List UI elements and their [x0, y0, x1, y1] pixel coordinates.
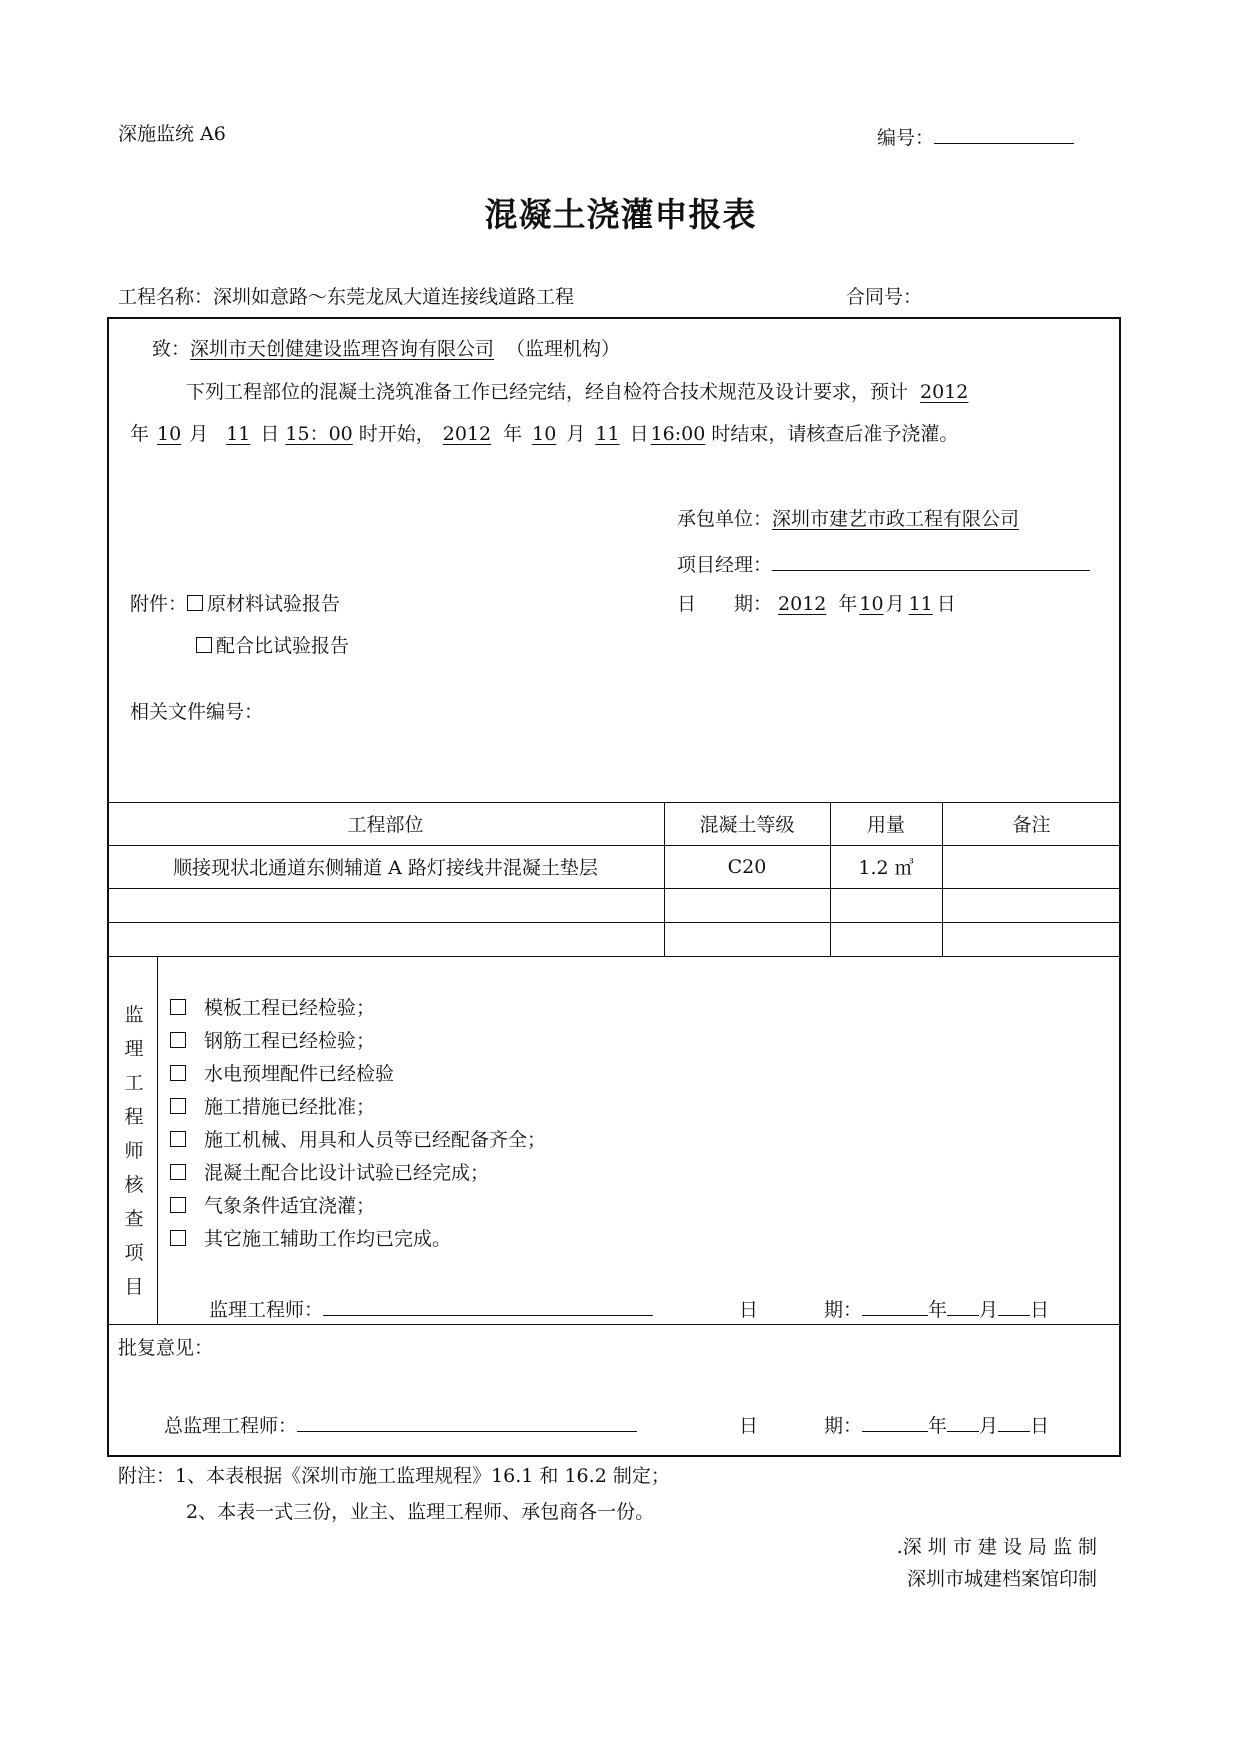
checkbox-icon[interactable]: [170, 1131, 186, 1147]
note-1: 附注：1、本表根据《深圳市施工监理规程》16.1 和 16.2 制定；: [118, 1465, 670, 1487]
addressee: 致：深圳市天创健建设监理咨询有限公司 （监理机构）: [152, 338, 621, 360]
review-bottom-line: [107, 1324, 1121, 1325]
project-name: 工程名称：深圳如意路～东莞龙凤大道连接线道路工程: [118, 286, 575, 308]
approval-date: 日 期： 年 月 日: [739, 1415, 1050, 1437]
related-docs-label: 相关文件编号：: [130, 701, 264, 723]
review-year-field[interactable]: [862, 1297, 928, 1316]
table-bottom-line: [107, 956, 1121, 957]
review-item: 模板工程已经检验；: [170, 999, 375, 1018]
number-field[interactable]: [934, 125, 1074, 144]
col-header-grade: 混凝土等级: [699, 814, 795, 836]
checkbox-icon[interactable]: [170, 1065, 186, 1081]
review-side-label: 监 理 工 程 师 核 查 项 目: [124, 1004, 144, 1298]
form-code: 深施监统 A6: [118, 123, 226, 145]
contract-number-label: 合同号：: [846, 286, 923, 308]
review-item: 其它施工辅助工作均已完成。: [170, 1230, 451, 1249]
table-row-line: [107, 922, 1121, 923]
col-header-location: 工程部位: [347, 814, 424, 836]
application-date: 日 期： 2012 年 10 月 11 日: [677, 593, 956, 615]
attachment-1: 附件： 原材料试验报告: [130, 593, 341, 615]
table-cell: [942, 845, 1121, 888]
issuer: .深 圳 市 建 设 局 监 制: [896, 1536, 1097, 1558]
review-item: 施工措施已经批准；: [170, 1098, 375, 1117]
review-item: 气象条件适宜浇灌；: [170, 1197, 375, 1216]
checkbox-icon[interactable]: [196, 637, 212, 653]
approval-month-field[interactable]: [947, 1413, 979, 1432]
chief-signature-field[interactable]: [297, 1413, 637, 1432]
review-item: 施工机械、用具和人员等已经配备齐全；: [170, 1131, 546, 1150]
checkbox-icon[interactable]: [170, 1197, 186, 1213]
table-cell: 顺接现状北通道东侧辅道 A 路灯接线井混凝土垫层: [173, 857, 598, 879]
project-manager: 项目经理：: [677, 552, 1090, 575]
supervisor-org: 深圳市天创健建设监理咨询有限公司: [190, 338, 495, 360]
checkbox-icon[interactable]: [170, 1032, 186, 1048]
attachment-2: 配合比试验报告: [196, 637, 349, 656]
review-date: 日 期： 年 月 日: [739, 1299, 1050, 1321]
review-item: 水电预埋配件已经检验: [170, 1065, 394, 1084]
review-item: 混凝土配合比设计试验已经完成；: [170, 1164, 489, 1183]
number-label: 编号：: [877, 125, 1074, 148]
chief-engineer-sign: 总监理工程师：: [164, 1413, 637, 1436]
declaration-line-2: 年 10 月 11 日 15：00 时开始， 2012 年 10 月 11 日 16:00 时结束，请核查后准予浇灌。: [130, 423, 959, 445]
table-cell: C20: [727, 855, 767, 878]
review-day-field[interactable]: [998, 1297, 1030, 1316]
project-manager-field[interactable]: [772, 552, 1090, 571]
approval-day-field[interactable]: [998, 1413, 1030, 1432]
approval-year-field[interactable]: [862, 1413, 928, 1432]
review-side-divider: [157, 956, 158, 1324]
table-row-line: [107, 888, 1121, 889]
printer: 深圳市城建档案馆印制: [906, 1568, 1097, 1590]
checkbox-icon[interactable]: [187, 595, 203, 611]
col-header-quantity: 用量: [866, 814, 905, 836]
page-title: 混凝土浇灌申报表: [484, 195, 757, 234]
supervising-engineer-sign: 监理工程师：: [209, 1297, 653, 1320]
review-item: 钢筋工程已经检验；: [170, 1032, 375, 1051]
note-2: 2、本表一式三份，业主、监理工程师、承包商各一份。: [186, 1501, 655, 1523]
checkbox-icon[interactable]: [170, 1230, 186, 1246]
checkbox-icon[interactable]: [170, 1164, 186, 1180]
table-cell: 1.2 ㎥: [858, 857, 914, 879]
declaration-line-1: 下列工程部位的混凝土浇筑准备工作已经完结，经自检符合技术规范及设计要求，预计 2012: [186, 381, 969, 403]
col-header-remarks: 备注: [1012, 814, 1051, 836]
checkbox-icon[interactable]: [170, 1098, 186, 1114]
review-month-field[interactable]: [947, 1297, 979, 1316]
contractor: 承包单位：深圳市建艺市政工程有限公司: [677, 508, 1020, 530]
checkbox-icon[interactable]: [170, 999, 186, 1015]
approval-opinion-label: 批复意见：: [118, 1337, 214, 1359]
engineer-signature-field[interactable]: [323, 1297, 653, 1316]
